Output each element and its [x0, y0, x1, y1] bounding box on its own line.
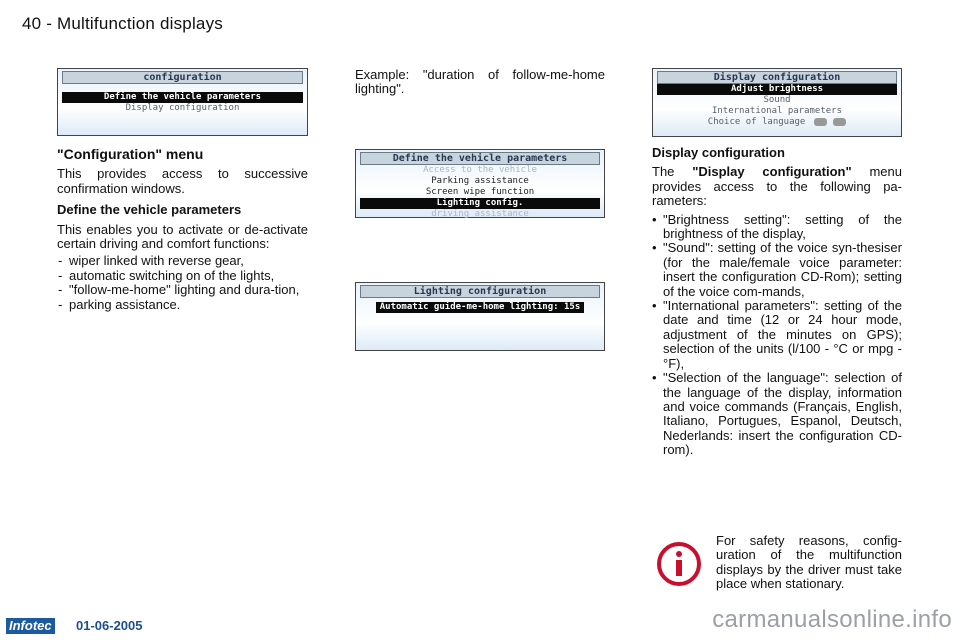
flag-icon: [833, 118, 846, 126]
list-item: - "follow-me-home" lighting and dura-tion,: [57, 283, 308, 297]
screen-item: Lighting config.: [360, 198, 600, 209]
list-item: • "Sound": setting of the voice syn-thesiser (for the male/female voice parameter: insert the configuration CD-Rom); setting of the voice com-mands,: [652, 241, 902, 299]
intro-post: menu provides access to the following pa-rameters:: [652, 164, 902, 209]
intro-text: [652, 165, 902, 208]
screen-item: Define the vehicle parameters: [62, 92, 303, 103]
display-configuration-heading: Display configuration: [652, 145, 785, 160]
right-column: [652, 146, 902, 458]
screen-item: Screen wipe function: [425, 187, 535, 197]
screen-item-label: Choice of language: [707, 117, 806, 127]
parameter-list: [652, 213, 902, 458]
lighting-configuration-screen: [355, 282, 605, 351]
list-item: - automatic switching on of the lights,: [57, 269, 308, 283]
list-item: • "International parameters": setting of the date and time (12 or 24 hour mode, adjustment of the minutes on GPS); selection of the units (l/100 - °C or mpg - °F),: [652, 299, 902, 371]
subheading: Define the vehicle parameters: [57, 202, 242, 218]
left-column: [57, 147, 308, 312]
screen-item: driving assistance: [431, 209, 529, 219]
list-item: - wiper linked with reverse gear,: [57, 254, 308, 268]
screen-title: configuration: [62, 71, 303, 84]
watermark: carmanualsonline.info: [712, 606, 952, 633]
list-item: • "Selection of the language": selection of the language of the display, information and voice commands (Français, English, Italiano, Portugues, Espanol, Deutsch, Nederlands: insert the configuration CD-rom).: [652, 371, 902, 457]
info-icon: [656, 541, 702, 587]
footer-date: 01-06-2005: [76, 618, 143, 633]
screen-item: Sound: [763, 95, 791, 105]
safety-note: [716, 534, 902, 592]
configuration-screen: [57, 68, 308, 136]
screen-item: [356, 302, 604, 313]
screen-item: International parameters: [711, 106, 843, 116]
safety-text: For safety reasons, config-uration of the multifunction displays by the driver must take place when stationary.: [716, 533, 902, 592]
example-caption: [355, 68, 605, 97]
screen-item: Display configuration: [125, 103, 240, 113]
paragraph: This enables you to activate or de-activate certain driving and comfort functions:: [57, 221, 308, 252]
vehicle-parameters-screen: [355, 149, 605, 218]
page-title: 40 - Multifunction displays: [22, 14, 223, 33]
example-text: Example: "duration of follow-me-home lighting".: [355, 67, 605, 97]
intro-bold: "Display configuration": [692, 164, 852, 180]
infotec-logo: Infotec: [6, 618, 55, 634]
screen-item: Parking assistance: [431, 176, 529, 186]
intro-text: This provides access to successive confirmation windows.: [57, 166, 308, 196]
intro-pre: The: [652, 164, 675, 180]
configuration-heading: "Configuration" menu: [57, 146, 204, 162]
list-item: - parking assistance.: [57, 298, 308, 312]
screen-item: Access to the vehicle: [423, 165, 537, 175]
list-item: • "Brightness setting": setting of the brightness of the display,: [652, 213, 902, 242]
screen-item: [653, 117, 901, 128]
screen-title: Display configuration: [657, 71, 897, 84]
display-configuration-screen: [652, 68, 902, 137]
screen-item: Adjust brightness: [657, 84, 897, 95]
flag-icon: [814, 118, 827, 126]
screen-title: Define the vehicle parameters: [360, 152, 600, 165]
screen-title: Lighting configuration: [360, 285, 600, 298]
function-list: [57, 254, 308, 312]
lighting-value: Automatic guide-me-home lighting: 15s: [376, 302, 584, 313]
